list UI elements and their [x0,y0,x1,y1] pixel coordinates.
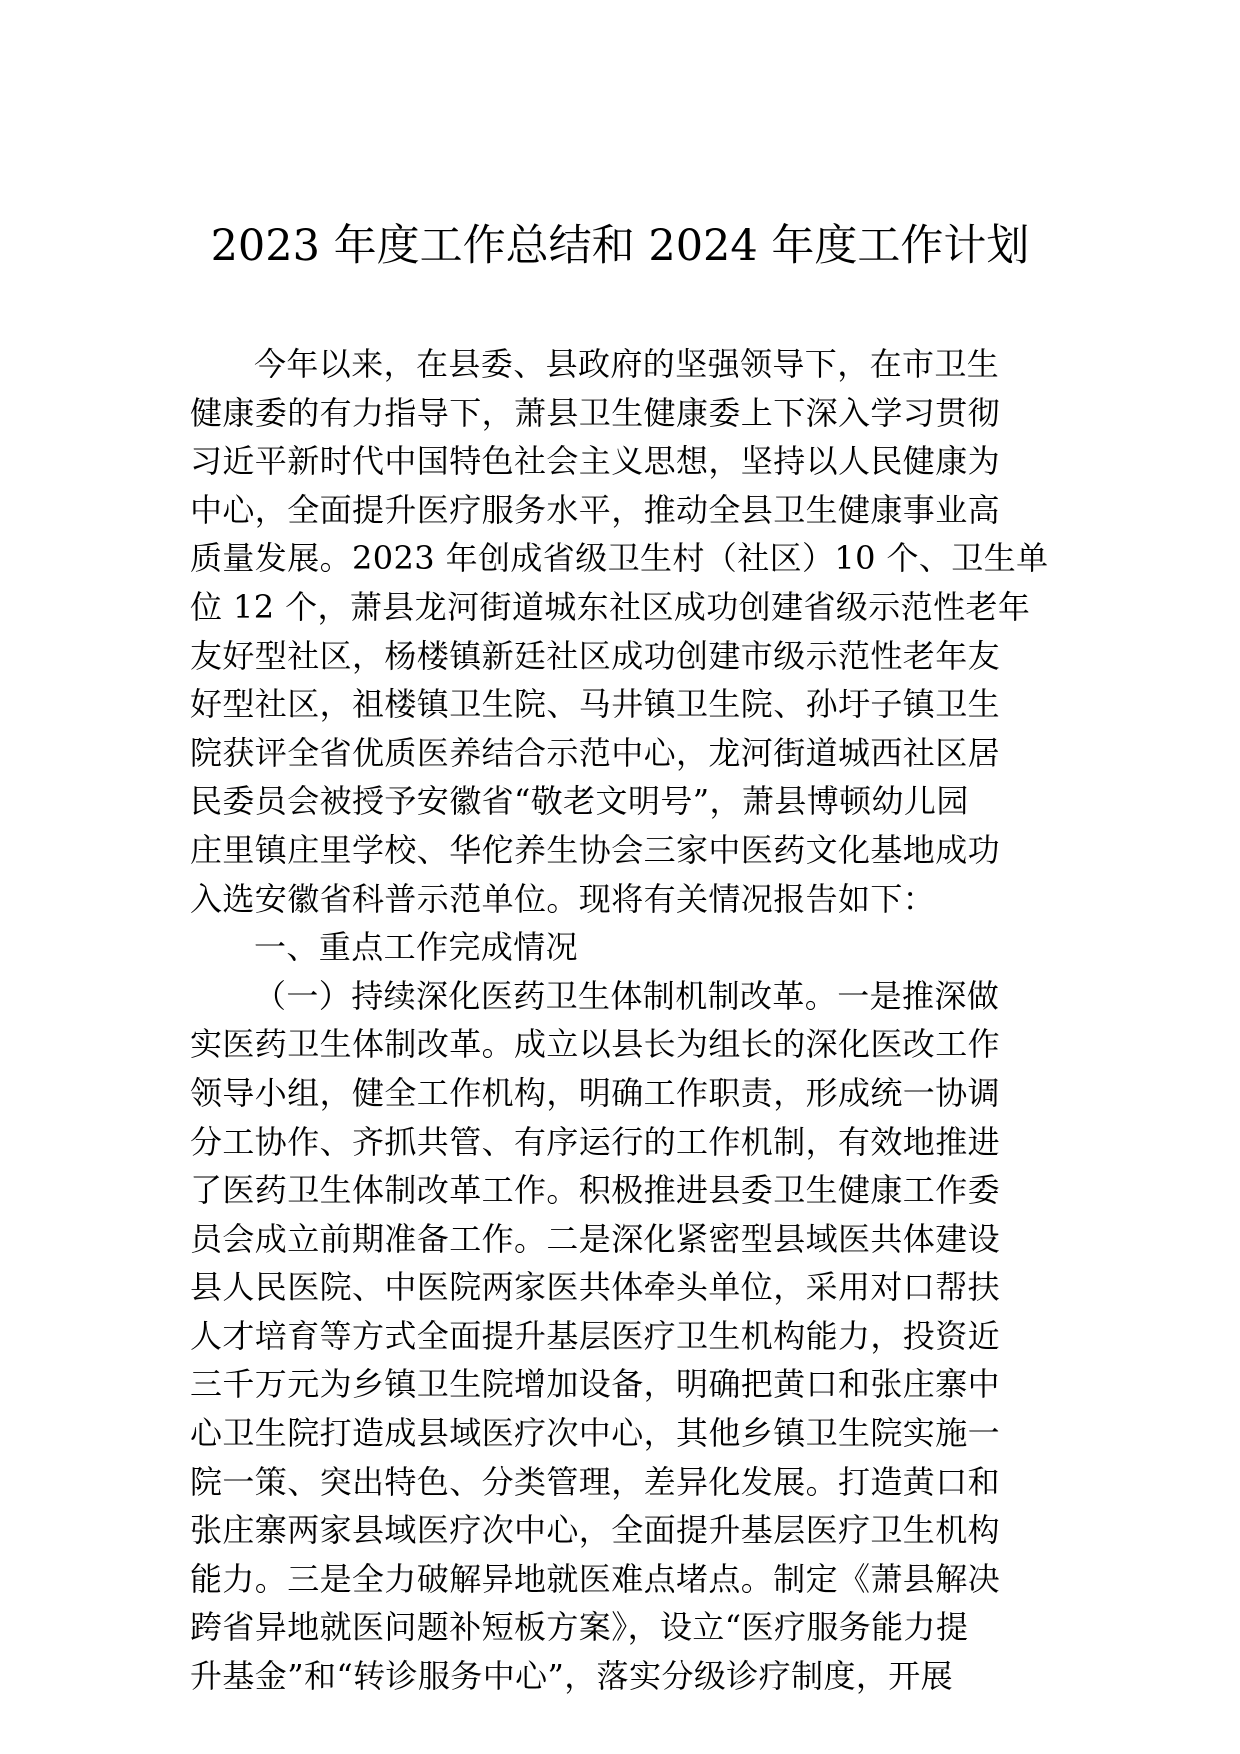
body-line: 跨省异地就医问题补短板方案》，设立“医疗服务能力提 [190,1608,969,1647]
body-line: 好型社区，祖楼镇卫生院、马井镇卫生院、孙圩子镇卫生 [190,685,1001,724]
document-title: 2023 年度工作总结和 2024 年度工作计划 [210,221,1030,271]
body-line: 健康委的有力指导下，萧县卫生健康委上下深入学习贯彻 [190,393,1001,432]
body-line: 人才培育等方式全面提升基层医疗卫生机构能力，投资近 [190,1316,1001,1355]
body-line: 友好型社区，杨楼镇新廷社区成功创建市级示范性老年友 [190,636,1001,675]
body-line: 民委员会被授予安徽省“敬老文明号”，萧县博顿幼儿园 [190,782,969,821]
section-heading: 一、重点工作完成情况 [254,928,579,967]
body-line: 张庄寨两家县域医疗次中心，全面提升基层医疗卫生机构 [190,1511,1001,1550]
body-line: 质量发展。2023 年创成省级卫生村（社区）10 个、卫生单 [190,539,1049,578]
body-line: 升基金”和“转诊服务中心”，落实分级诊疗制度，开展 [190,1657,954,1696]
body-line: 院一策、突出特色、分类管理，差异化发展。打造黄口和 [190,1462,1001,1501]
body-line: 领导小组，健全工作机构，明确工作职责，形成统一协调 [190,1073,1001,1112]
body-line: 能力。三是全力破解异地就医难点堵点。制定《萧县解决 [190,1559,1001,1598]
subsection-start-line: （一）持续深化医药卫生体制机制改革。一是推深做 [254,976,1000,1015]
body-line: 员会成立前期准备工作。二是深化紧密型县域医共体建设 [190,1219,1001,1258]
body-line: 三千万元为乡镇卫生院增加设备，明确把黄口和张庄寨中 [190,1365,1001,1404]
body-line: 中心，全面提升医疗服务水平，推动全县卫生健康事业高 [190,490,1001,529]
body-line: 心卫生院打造成县域医疗次中心，其他乡镇卫生院实施一 [190,1414,1001,1453]
body-line: 位 12 个，萧县龙河街道城东社区成功创建省级示范性老年 [190,587,1031,626]
body-line: 入选安徽省科普示范单位。现将有关情况报告如下： [190,879,936,918]
document-body [190,340,1060,1701]
body-line: 习近平新时代中国特色社会主义思想，坚持以人民健康为 [190,442,1001,481]
body-line: 院获评全省优质医养结合示范中心，龙河街道城西社区居 [190,733,1001,772]
body-line: 实医药卫生体制改革。成立以县长为组长的深化医改工作 [190,1025,1001,1064]
body-line: 了医药卫生体制改革工作。积极推进县委卫生健康工作委 [190,1171,1001,1210]
body-line: 今年以来，在县委、县政府的坚强领导下，在市卫生 [254,345,1000,383]
body-line: 庄里镇庄里学校、华佗养生协会三家中医药文化基地成功 [190,830,1001,869]
body-line: 分工协作、齐抓共管、有序运行的工作机制，有效地推进 [190,1122,1001,1161]
body-line: 县人民医院、中医院两家医共体牵头单位，采用对口帮扶 [190,1268,1001,1307]
